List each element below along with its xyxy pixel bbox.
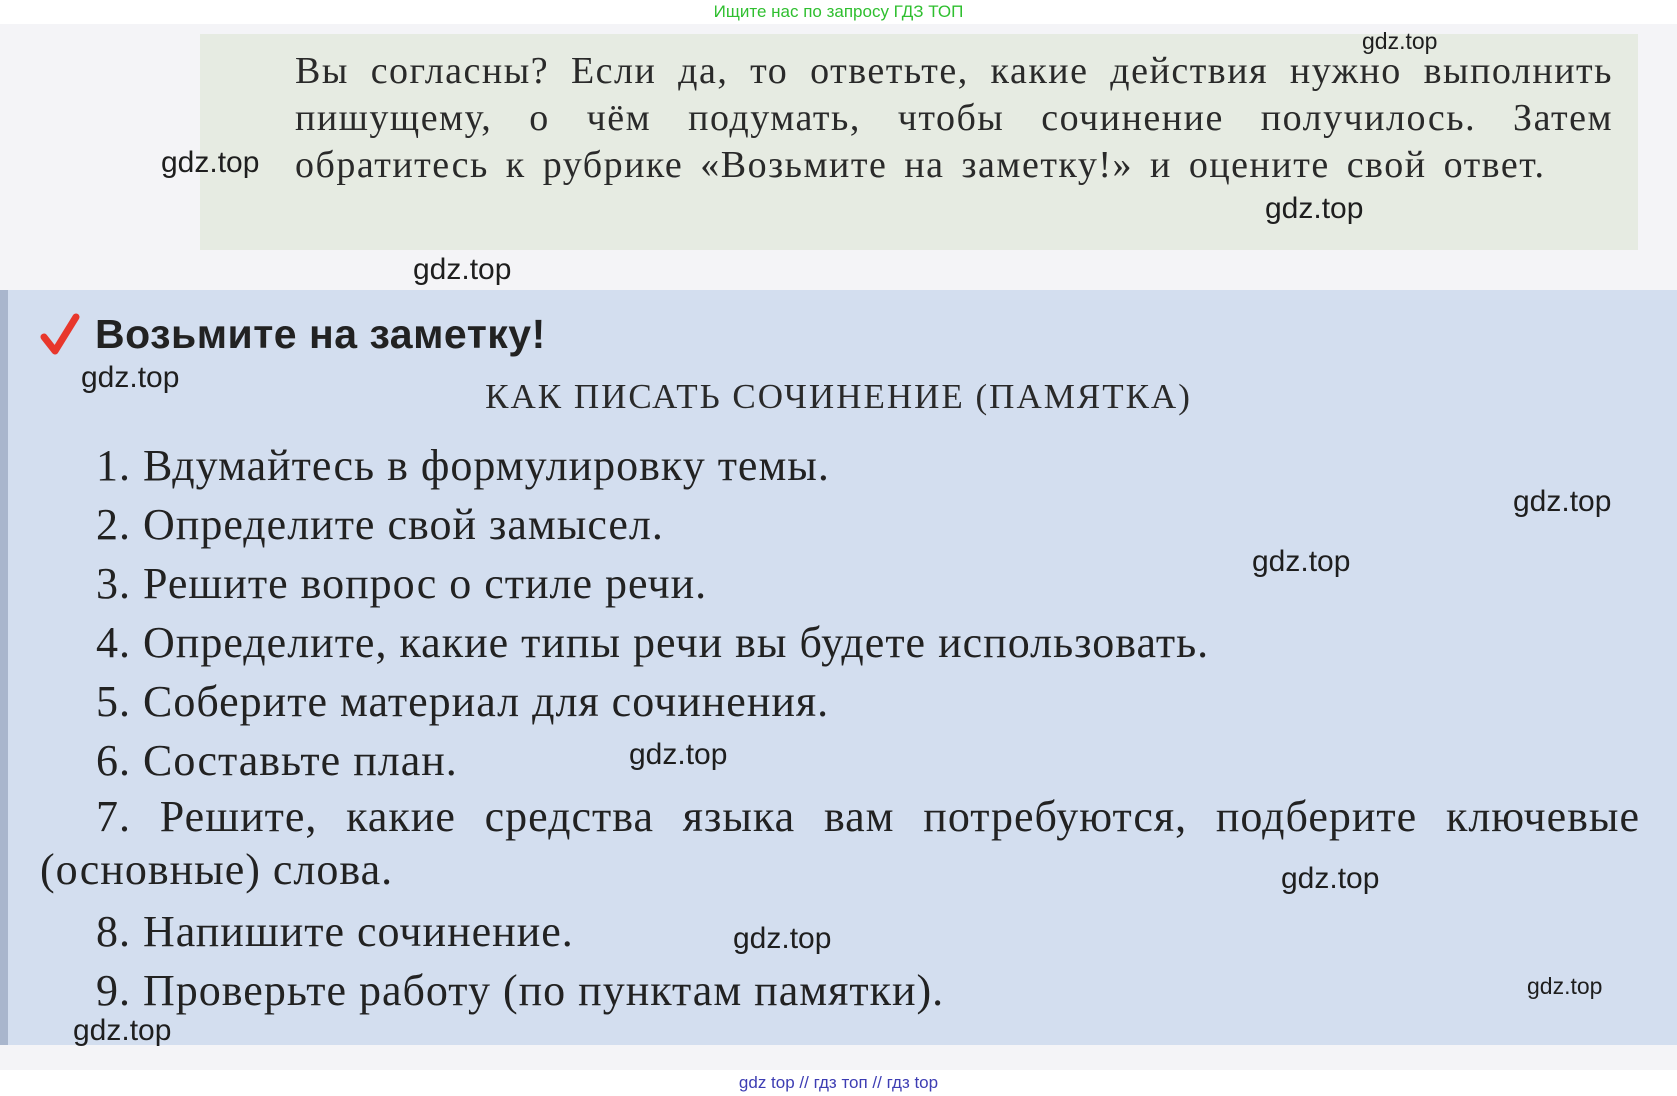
- watermark: gdz.top: [1362, 28, 1438, 54]
- memo-item-8: 8. Напишите сочинение.: [96, 907, 574, 956]
- watermark: gdz.top: [1527, 973, 1603, 999]
- memo-item-1: 1. Вдумайтесь в формулировку темы.: [96, 441, 830, 490]
- watermark: gdz.top: [73, 1014, 172, 1047]
- memo-item-6: 6. Составьте план.: [96, 736, 458, 785]
- checkmark-icon: [40, 313, 80, 357]
- watermark: gdz.top: [1252, 545, 1351, 578]
- watermark: gdz.top: [1281, 862, 1380, 895]
- memo-item-4: 4. Определите, какие типы речи вы будете использовать.: [96, 618, 1210, 667]
- watermark: gdz.top: [413, 253, 512, 286]
- watermark: gdz.top: [1513, 485, 1612, 518]
- watermark: gdz.top: [629, 738, 728, 771]
- memo-item-3: 3. Решите вопрос о стиле речи.: [96, 559, 708, 608]
- watermark: gdz.top: [161, 146, 260, 179]
- memo-item-5: 5. Соберите материал для сочинения.: [96, 677, 830, 726]
- memo-list: [40, 436, 1640, 1020]
- memo-item-7: 7. Решите, какие средства языка вам потребуются, подберите ключевые (основные) слова.: [40, 792, 1640, 894]
- footer[interactable]: gdz top // гдз топ // гдз top: [0, 1070, 1677, 1096]
- memo-title: КАК ПИСАТЬ СОЧИНЕНИЕ (ПАМЯТКА): [485, 377, 1192, 416]
- watermark: gdz.top: [1265, 192, 1364, 225]
- question-text: Вы согласны? Если да, то ответьте, какие действия нужно выполнить пишущему, о чём подумать, чтобы сочинение получилось. Затем обратитесь к рубрике «Возьмите на заметку!» и оцените свой ответ.: [295, 50, 1613, 186]
- note-heading: Возьмите на заметку!: [95, 311, 546, 357]
- top-banner[interactable]: Ищите нас по запросу ГДЗ ТОП: [0, 0, 1677, 24]
- watermark: gdz.top: [733, 922, 832, 955]
- watermark: gdz.top: [81, 361, 180, 394]
- memo-item-9: 9. Проверьте работу (по пунктам памятки).: [96, 966, 945, 1015]
- memo-item-2: 2. Определите свой замысел.: [96, 500, 664, 549]
